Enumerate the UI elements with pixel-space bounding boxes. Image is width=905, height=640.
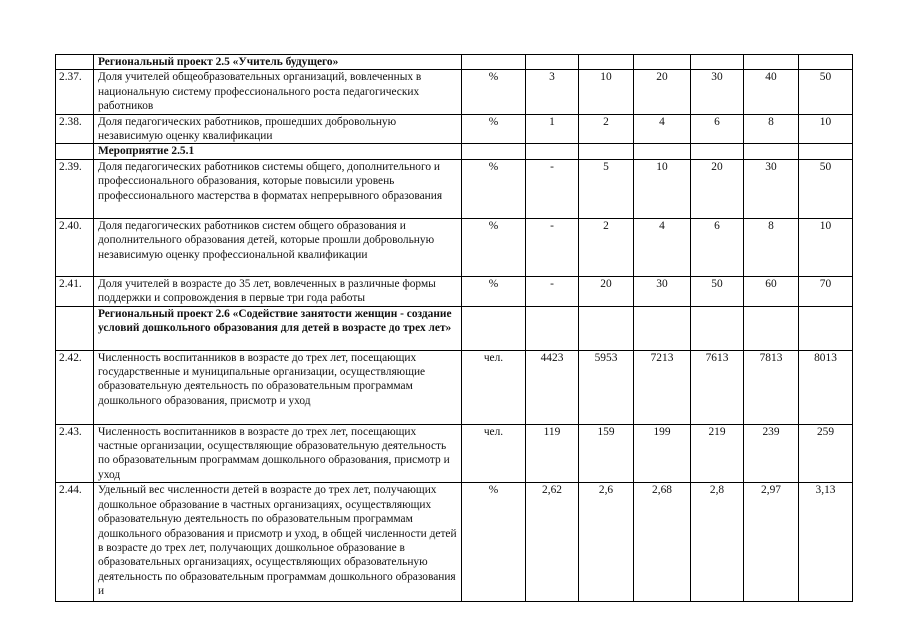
value-cell: 40 (744, 70, 799, 114)
value-cell: 2,8 (691, 483, 744, 602)
value-cell: 10 (579, 70, 634, 114)
value-cell: 30 (691, 70, 744, 114)
value-cell: 7813 (744, 350, 799, 424)
empty-cell (744, 144, 799, 159)
table-row (56, 424, 853, 483)
document-page (55, 54, 853, 602)
section-header-row (56, 55, 853, 70)
value-cell: 20 (691, 159, 744, 218)
value-cell: 2,6 (579, 483, 634, 602)
value-cell: 2 (579, 114, 634, 144)
value-cell: - (526, 218, 579, 276)
table-row (56, 350, 853, 424)
indicator-name: Численность воспитанников в возрасте до трех лет, посещающих частные организации, осуществляющие образовательную деятельность по образовательным программам дошкольного образования, присмотр и уход (94, 424, 462, 483)
empty-cell (462, 144, 526, 159)
value-cell: 50 (691, 276, 744, 306)
table-body (56, 55, 853, 602)
unit-cell: % (462, 70, 526, 114)
value-cell: 2 (579, 218, 634, 276)
row-number-cell (56, 306, 94, 350)
value-cell: 2,62 (526, 483, 579, 602)
indicator-name: Доля учителей в возрасте до 35 лет, вовлеченных в различные формы поддержки и сопровождения в первые три года работы (94, 276, 462, 306)
value-cell: 199 (634, 424, 691, 483)
empty-cell (634, 144, 691, 159)
value-cell: 119 (526, 424, 579, 483)
table-row (56, 159, 853, 218)
section-header-row (56, 306, 853, 350)
indicators-table (55, 54, 853, 602)
value-cell: 219 (691, 424, 744, 483)
empty-cell (462, 306, 526, 350)
empty-cell (526, 55, 579, 70)
row-number-cell (56, 55, 94, 70)
value-cell: - (526, 159, 579, 218)
section-title: Региональный проект 2.6 «Содействие занятости женщин - создание условий дошкольного образования для детей в возрасте до трех лет» (94, 306, 462, 350)
table-row (56, 114, 853, 144)
row-number: 2.44. (56, 483, 94, 602)
section-title: Мероприятие 2.5.1 (94, 144, 462, 159)
value-cell: 7613 (691, 350, 744, 424)
value-cell: 3 (526, 70, 579, 114)
row-number: 2.38. (56, 114, 94, 144)
value-cell: 50 (799, 70, 853, 114)
empty-cell (691, 306, 744, 350)
empty-cell (462, 55, 526, 70)
row-number: 2.40. (56, 218, 94, 276)
value-cell: 30 (634, 276, 691, 306)
value-cell: 8 (744, 218, 799, 276)
indicator-name: Численность воспитанников в возрасте до трех лет, посещающих государственные и муниципальные организации, осуществляющие образовательную деятельность по образовательным программам дошкольного образования, присмотр и уход (94, 350, 462, 424)
row-number: 2.37. (56, 70, 94, 114)
table-row (56, 70, 853, 114)
empty-cell (579, 55, 634, 70)
value-cell: 20 (634, 70, 691, 114)
indicator-name: Доля педагогических работников систем общего образования и дополнительного образования детей, которые прошли добровольную независимую оценку профессиональной квалификации (94, 218, 462, 276)
empty-cell (526, 144, 579, 159)
value-cell: 1 (526, 114, 579, 144)
section-title: Региональный проект 2.5 «Учитель будущего» (94, 55, 462, 70)
value-cell: 6 (691, 218, 744, 276)
value-cell: 10 (799, 218, 853, 276)
empty-cell (799, 55, 853, 70)
section-header-row (56, 144, 853, 159)
value-cell: 70 (799, 276, 853, 306)
value-cell: 259 (799, 424, 853, 483)
value-cell: 10 (799, 114, 853, 144)
unit-cell: % (462, 159, 526, 218)
value-cell: 4 (634, 114, 691, 144)
value-cell: 7213 (634, 350, 691, 424)
value-cell: 5953 (579, 350, 634, 424)
value-cell: 2,68 (634, 483, 691, 602)
indicator-name: Доля педагогических работников системы общего, дополнительного и профессионального образования, которые повысили уровень профессионального мастерства в форматах непрерывного образования (94, 159, 462, 218)
empty-cell (799, 144, 853, 159)
value-cell: 60 (744, 276, 799, 306)
empty-cell (744, 306, 799, 350)
empty-cell (526, 306, 579, 350)
value-cell: 10 (634, 159, 691, 218)
row-number: 2.41. (56, 276, 94, 306)
empty-cell (691, 55, 744, 70)
unit-cell: чел. (462, 424, 526, 483)
value-cell: 6 (691, 114, 744, 144)
value-cell: 3,13 (799, 483, 853, 602)
row-number: 2.39. (56, 159, 94, 218)
unit-cell: % (462, 114, 526, 144)
value-cell: 159 (579, 424, 634, 483)
row-number-cell (56, 144, 94, 159)
unit-cell: % (462, 276, 526, 306)
unit-cell: чел. (462, 350, 526, 424)
row-number: 2.42. (56, 350, 94, 424)
value-cell: 20 (579, 276, 634, 306)
value-cell: 5 (579, 159, 634, 218)
unit-cell: % (462, 483, 526, 602)
value-cell: 8 (744, 114, 799, 144)
empty-cell (579, 144, 634, 159)
empty-cell (634, 306, 691, 350)
value-cell: - (526, 276, 579, 306)
value-cell: 4423 (526, 350, 579, 424)
row-number: 2.43. (56, 424, 94, 483)
empty-cell (799, 306, 853, 350)
table-row (56, 483, 853, 602)
empty-cell (691, 144, 744, 159)
unit-cell: % (462, 218, 526, 276)
value-cell: 8013 (799, 350, 853, 424)
indicator-name: Удельный вес численности детей в возрасте до трех лет, получающих дошкольное образование в частных организациях, осуществляющих образовательную деятельность по образовательным программам дошкольного образования и присмотр и уход, в общей численности детей в возрасте до трех лет, получающих дошкольное образование в образовательных организациях, осуществляющих образовательную деятельность по образовательным программам дошкольного образования и (94, 483, 462, 602)
value-cell: 4 (634, 218, 691, 276)
empty-cell (744, 55, 799, 70)
table-row (56, 218, 853, 276)
value-cell: 2,97 (744, 483, 799, 602)
table-row (56, 276, 853, 306)
value-cell: 30 (744, 159, 799, 218)
value-cell: 239 (744, 424, 799, 483)
indicator-name: Доля педагогических работников, прошедших добровольную независимую оценку квалификации (94, 114, 462, 144)
empty-cell (634, 55, 691, 70)
value-cell: 50 (799, 159, 853, 218)
indicator-name: Доля учителей общеобразовательных организаций, вовлеченных в национальную систему профессионального роста педагогических работников (94, 70, 462, 114)
empty-cell (579, 306, 634, 350)
